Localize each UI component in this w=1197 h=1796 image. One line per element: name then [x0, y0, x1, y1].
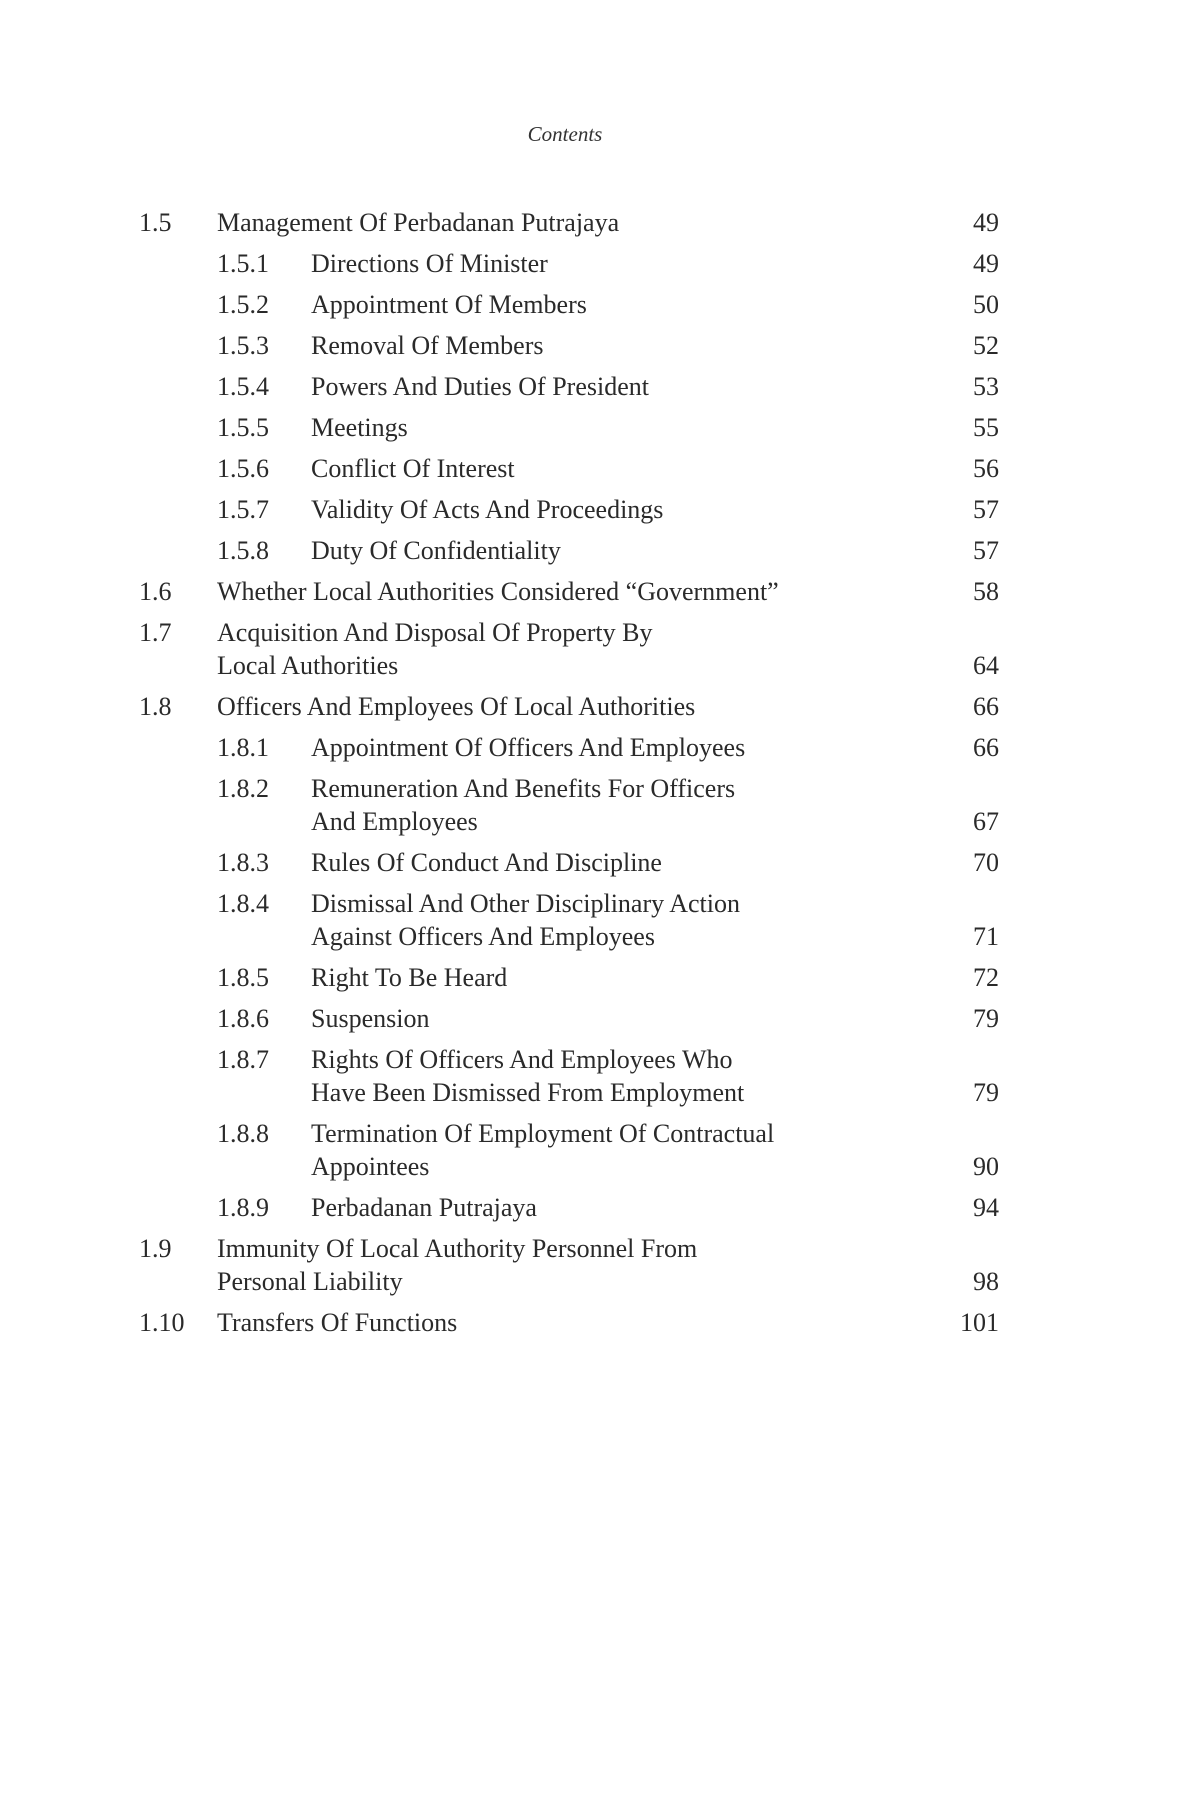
running-head: Contents	[527, 122, 603, 146]
toc-entry-page-number: 55	[973, 413, 999, 442]
toc-entry-title: Transfers Of Functions	[217, 1308, 458, 1337]
toc-entry-number: 1.5.2	[217, 290, 269, 319]
toc-entry-title: Right To Be Heard	[311, 963, 508, 992]
toc-entry	[139, 575, 999, 608]
toc-entry-page-number: 90	[973, 1152, 999, 1181]
toc-entry-title: Dismissal And Other Disciplinary Action Against Officers And Employees	[311, 889, 740, 951]
toc-entry-number: 1.8.8	[217, 1119, 269, 1148]
toc-entry-title: Meetings	[311, 413, 408, 442]
toc-entry-number: 1.5.8	[217, 536, 269, 565]
toc-entry	[139, 411, 999, 444]
toc-entry	[139, 1232, 999, 1298]
toc-entry-title: Removal Of Members	[311, 331, 544, 360]
toc-entry	[139, 772, 999, 838]
toc-entry-page-number: 94	[973, 1193, 999, 1222]
toc-entry-page-number: 64	[973, 651, 999, 680]
toc-entry-page-number: 79	[973, 1004, 999, 1033]
toc-entry-title: Officers And Employees Of Local Authorities	[217, 692, 696, 721]
toc-entry	[139, 370, 999, 403]
toc-entry-title: Termination Of Employment Of Contractual Appointees	[311, 1119, 775, 1181]
toc-entry-number: 1.5.4	[217, 372, 269, 401]
toc-entry	[139, 329, 999, 362]
toc-entry-title: Whether Local Authorities Considered “Government”	[217, 577, 779, 606]
toc-entry-page-number: 101	[960, 1308, 999, 1337]
toc-entry-title: Validity Of Acts And Proceedings	[311, 495, 664, 524]
toc-entry	[139, 1306, 999, 1339]
toc-entry-number: 1.5.1	[217, 249, 269, 278]
toc-entry-page-number: 67	[973, 807, 999, 836]
toc-entry	[139, 1043, 999, 1109]
toc-entry-number: 1.6	[139, 577, 172, 606]
toc-entry-number: 1.5.7	[217, 495, 269, 524]
toc-entry-page-number: 58	[973, 577, 999, 606]
toc-entry	[139, 731, 999, 764]
toc-entry-number: 1.9	[139, 1234, 172, 1263]
toc-entry	[139, 493, 999, 526]
toc-entry-number: 1.8.4	[217, 889, 269, 918]
toc-entry-title: Suspension	[311, 1004, 430, 1033]
toc-entry-title: Powers And Duties Of President	[311, 372, 649, 401]
toc-entry-page-number: 70	[973, 848, 999, 877]
toc-entry-page-number: 66	[973, 692, 999, 721]
toc-entry-title: Management Of Perbadanan Putrajaya	[217, 208, 620, 237]
toc-entry-number: 1.8.1	[217, 733, 269, 762]
toc-entry-title: Perbadanan Putrajaya	[311, 1193, 537, 1222]
toc-entry-page-number: 53	[973, 372, 999, 401]
toc-entry-number: 1.8.7	[217, 1045, 269, 1074]
toc-entry-page-number: 57	[973, 495, 999, 524]
table-of-contents	[139, 206, 999, 1347]
toc-entry-page-number: 71	[973, 922, 999, 951]
toc-entry	[139, 1002, 999, 1035]
toc-entry	[139, 247, 999, 280]
toc-entry	[139, 887, 999, 953]
toc-entry-number: 1.8.6	[217, 1004, 269, 1033]
toc-entry-page-number: 57	[973, 536, 999, 565]
toc-entry-number: 1.5.5	[217, 413, 269, 442]
toc-entry-page-number: 79	[973, 1078, 999, 1107]
toc-entry	[139, 1191, 999, 1224]
toc-entry	[139, 206, 999, 239]
toc-entry-page-number: 52	[973, 331, 999, 360]
toc-entry-title: Rules Of Conduct And Discipline	[311, 848, 662, 877]
toc-entry-number: 1.8	[139, 692, 172, 721]
toc-entry-number: 1.5	[139, 208, 172, 237]
toc-entry-title: Acquisition And Disposal Of Property By Local Authorities	[217, 618, 653, 680]
toc-entry	[139, 452, 999, 485]
toc-entry-number: 1.5.3	[217, 331, 269, 360]
toc-entry-title: Duty Of Confidentiality	[311, 536, 561, 565]
toc-entry-number: 1.8.3	[217, 848, 269, 877]
toc-entry-title: Immunity Of Local Authority Personnel From Personal Liability	[217, 1234, 698, 1296]
toc-entry-page-number: 98	[973, 1267, 999, 1296]
toc-entry-number: 1.8.5	[217, 963, 269, 992]
toc-entry-title: Appointment Of Officers And Employees	[311, 733, 746, 762]
toc-entry-number: 1.5.6	[217, 454, 269, 483]
toc-entry-page-number: 72	[973, 963, 999, 992]
toc-entry	[139, 288, 999, 321]
toc-entry	[139, 616, 999, 682]
toc-entry	[139, 534, 999, 567]
toc-entry-number: 1.8.9	[217, 1193, 269, 1222]
toc-entry-title: Rights Of Officers And Employees Who Have Been Dismissed From Employment	[311, 1045, 745, 1107]
toc-entry	[139, 961, 999, 994]
toc-entry-title: Remuneration And Benefits For Officers And Employees	[311, 774, 736, 836]
toc-entry-title: Conflict Of Interest	[311, 454, 515, 483]
toc-entry	[139, 1117, 999, 1183]
toc-entry-title: Directions Of Minister	[311, 249, 548, 278]
toc-entry	[139, 690, 999, 723]
toc-entry-page-number: 49	[973, 249, 999, 278]
toc-entry-number: 1.10	[139, 1308, 185, 1337]
toc-entry-page-number: 66	[973, 733, 999, 762]
toc-entry	[139, 846, 999, 879]
toc-entry-page-number: 56	[973, 454, 999, 483]
toc-entry-page-number: 50	[973, 290, 999, 319]
toc-entry-number: 1.7	[139, 618, 172, 647]
toc-entry-page-number: 49	[973, 208, 999, 237]
toc-entry-number: 1.8.2	[217, 774, 269, 803]
toc-entry-title: Appointment Of Members	[311, 290, 587, 319]
